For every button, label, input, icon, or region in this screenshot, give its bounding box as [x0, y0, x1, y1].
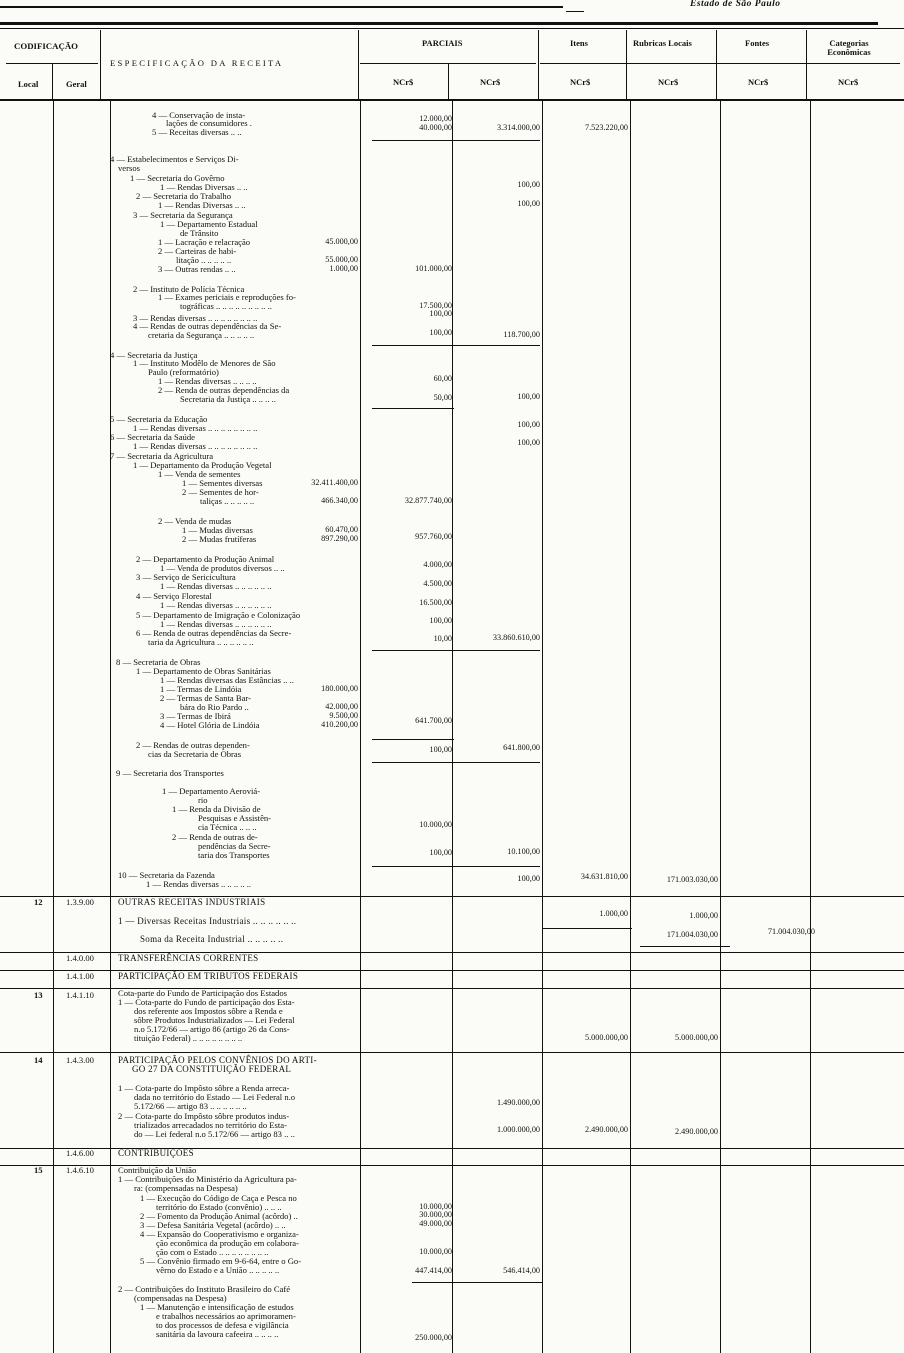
- header-geral: Geral: [66, 79, 87, 89]
- spec-line: ção com o Estado .. .. .. .. .. .. .. ..: [156, 1247, 269, 1257]
- parciais-value: 30.000,00: [419, 1210, 452, 1219]
- col-rule-spec-hdr: [358, 30, 359, 100]
- spec-line: 3 — Rendas diversas .. .. .. .. .. .. .. ..: [133, 313, 258, 323]
- spec-line: 2 — Termas de Santa Bar-: [160, 693, 251, 703]
- header-top-rule: [0, 22, 878, 25]
- section-caption: CONTRIBUIÇÕES: [118, 1148, 194, 1158]
- spec-line: e trabalhos necessários ao aprimoramen-: [156, 1311, 296, 1321]
- spec-line: 1 — Venda de sementes: [158, 469, 241, 479]
- spec-line: lações de consumidores .: [166, 118, 252, 128]
- spec-line: pendências da Secre-: [198, 841, 271, 851]
- parciais-value: 250.000,00: [415, 1333, 452, 1342]
- section-caption: GO 27 DA CONSTITUIÇÃO FEDERAL: [132, 1064, 292, 1074]
- spec-line: 9 — Secretaria dos Transportes: [116, 768, 224, 778]
- spec-line: 4 — Rendas de outras dependências da Se-: [133, 321, 282, 331]
- parciais-value: 12.000,00: [419, 114, 452, 123]
- rubricas-value: 1.000,00: [689, 911, 718, 920]
- spec-line: 2 — Venda de mudas: [158, 516, 232, 526]
- spec-line: 6 — Secretaria da Saúde: [110, 432, 195, 442]
- spec-line: taria da Agricultura .. .. .. .. .. ..: [148, 637, 254, 647]
- spec-line: Secretaria da Justiça .. .. .. ..: [180, 394, 276, 404]
- spec-line: 2 — Renda de outras dependências da: [158, 385, 290, 395]
- code-geral: 1.4.0.00: [66, 953, 94, 963]
- spec-line: 1 — Departamento Estadual: [160, 219, 258, 229]
- spec-line: 1 — Rendas Diversas .. ..: [158, 200, 246, 210]
- spec-line: 1 — Cota-parte do Impôsto sôbre a Renda arreca-: [118, 1083, 290, 1093]
- spec-line: 1 — Rendas diversas .. .. .. .. ..: [146, 879, 252, 889]
- parciais-value: 16.500,00: [419, 598, 452, 607]
- rubricas-value: 171.003.030,00: [666, 875, 718, 884]
- parciais-value: 100,00: [429, 745, 452, 754]
- inline-value: 45.000,00: [325, 237, 358, 246]
- spec-line: ra: (compensadas na Despesa): [134, 1183, 238, 1193]
- spec-line: 3 — Defesa Sanitária Vegetal (acôrdo) .. ..: [140, 1220, 286, 1230]
- spec-line: 2 — Rendas de outras dependen-: [136, 740, 250, 750]
- rule-sum-7: [372, 866, 540, 867]
- rule-sum-5: [372, 739, 454, 740]
- spec-line: sôbre Produtos Industrializados — Lei Federal: [134, 1015, 295, 1025]
- section-caption: 1 — Diversas Receitas Industriais .. .. .. .. .. ..: [118, 916, 297, 926]
- col-rule-itens-hdr: [538, 30, 539, 100]
- parciais-value: 4.500,00: [423, 579, 452, 588]
- spec-line: 2 — Fomento da Produção Animal (acôrdo) ..: [140, 1211, 298, 1221]
- itens-value: 2.490.000,00: [585, 1125, 628, 1134]
- col-rule-fontes-hdr: [716, 30, 717, 100]
- spec-line: cretaria da Segurança .. .. .. .. ..: [148, 330, 255, 340]
- spec-line: taria dos Transportes: [198, 850, 270, 860]
- rule-sum-14: [0, 1052, 904, 1053]
- spec-line: território do Estado (convênio) .. .. ..: [156, 1202, 282, 1212]
- inline-value: 9.500,00: [329, 711, 358, 720]
- rule-sum-10: [640, 946, 730, 947]
- rule-sum-4: [372, 650, 540, 651]
- parciais-value: 32.877.740,00: [404, 496, 452, 505]
- spec-line: 4 — Conservação de insta-: [152, 110, 246, 120]
- code-geral: 1.3.9.00: [66, 897, 94, 907]
- spec-line: 1 — Rendas Diversas .. ..: [160, 182, 248, 192]
- itens-value: 5.000.000,00: [585, 1033, 628, 1042]
- spec-line: 2 — Renda de outras de-: [172, 832, 258, 842]
- parciais-value: 17.500,00: [419, 301, 452, 310]
- parciais-value: 641.700,00: [415, 716, 452, 725]
- page-header: Estado de São Paulo: [690, 0, 781, 9]
- inline-value: 180.000,00: [321, 684, 358, 693]
- spec-line: 1 — Rendas diversas .. .. .. .. .. ..: [160, 581, 272, 591]
- parciais-value: 10.000,00: [419, 1202, 452, 1211]
- spec-line: dos referente aos Impostos sôbre a Renda e: [134, 1006, 283, 1016]
- parciais-total: 33.860.610,00: [492, 633, 540, 642]
- spec-line: de Trânsito: [180, 228, 219, 238]
- section-caption: Soma da Receita Industrial .. .. .. .. ..: [140, 934, 284, 944]
- spec-line: sanitária da lavoura cafeeira .. .. .. ..: [156, 1329, 279, 1339]
- col-rule-geral-hdr: [100, 30, 101, 100]
- unit-itens: NCr$: [570, 77, 591, 87]
- spec-line: 1 — Rendas diversas .. .. .. .. .. .. .. ..: [133, 423, 258, 433]
- parciais-total: 641.800,00: [503, 743, 540, 752]
- fontes-value: 71.004.030,00: [767, 927, 815, 936]
- spec-line: 1 — Contribuições do Ministério da Agricultura pa-: [118, 1174, 297, 1184]
- col-rule-rubricas-hdr: [626, 30, 627, 100]
- code-geral: 1.4.6.00: [66, 1148, 94, 1158]
- spec-line: 1 — Lacração e relacração: [158, 237, 251, 247]
- rubricas-value: 2.490.000,00: [675, 1127, 718, 1136]
- header-fontes: Fontes: [745, 38, 770, 48]
- col-rule-categorias-hdr: [806, 30, 807, 100]
- spec-line: 1 — Rendas diversas .. .. .. .. .. ..: [160, 600, 272, 610]
- spec-line: 1 — Manutenção e intensificação de estudos: [140, 1302, 294, 1312]
- parciais-total: 100,00: [517, 420, 540, 429]
- unit-parciais-1: NCr$: [393, 77, 414, 87]
- parciais-value: 50,00: [433, 393, 452, 402]
- spec-line: 1 — Execução do Código de Caça e Pesca no: [140, 1193, 297, 1203]
- spec-line: (compensadas na Despesa): [134, 1293, 227, 1303]
- spec-line: 1 — Termas de Lindóia: [160, 684, 242, 694]
- spec-line: 2 — Cota-parte do Impôsto sôbre produtos indus-: [118, 1111, 290, 1121]
- header-categorias: Categorias Econômicas: [827, 38, 871, 57]
- parciais-value: 4.000,00: [423, 560, 452, 569]
- spec-line: 7 — Secretaria da Agricultura: [110, 451, 214, 461]
- section-caption: TRANSFERÊNCIAS CORRENTES: [118, 953, 259, 963]
- spec-line: tográficas .. .. .. .. .. .. .. .. ..: [180, 301, 272, 311]
- parciais-value: 101.000,00: [415, 264, 452, 273]
- unit-fontes: NCr$: [748, 77, 769, 87]
- spec-line: 5 — Receitas diversas .. ..: [152, 127, 242, 137]
- spec-line: 1 — Departamento de Obras Sanitárias: [136, 666, 271, 676]
- spec-line: 2 — Contribuições do Instituto Brasileiro do Café: [118, 1284, 291, 1294]
- spec-line: bára do Rio Pardo ..: [180, 702, 249, 712]
- code-geral: 1.4.1.10: [66, 990, 94, 1000]
- inline-value: 42.000,00: [325, 702, 358, 711]
- section-caption: OUTRAS RECEITAS INDUSTRIAIS: [118, 897, 266, 907]
- spec-line: tituição Federal) .. .. .. .. .. .. .. ..: [134, 1033, 243, 1043]
- parciais-value: 100,00: [429, 848, 452, 857]
- rule-sum-9: [542, 928, 632, 929]
- parciais-total: 10.100,00: [507, 847, 540, 856]
- rubricas-value: 5.000.000,00: [675, 1033, 718, 1042]
- header-itens: Itens: [570, 38, 588, 48]
- parciais-value: 49.000,00: [419, 1219, 452, 1228]
- spec-line: 5 — Convênio firmado em 9-6-64, entre o Go-: [140, 1256, 302, 1266]
- spec-line: 4 — Hotel Glória de Lindóia: [160, 720, 260, 730]
- header-rubricas: Rubricas Locais: [633, 38, 692, 48]
- spec-line: 1 — Rendas diversas .. .. .. .. .. ..: [160, 619, 272, 629]
- spec-line: 3 — Serviço de Sericicultura: [136, 572, 236, 582]
- inline-value: 60.470,00: [325, 525, 358, 534]
- top-rule-tick: [566, 11, 584, 12]
- code-local: 15: [34, 1165, 43, 1175]
- spec-line: 1 — Sementes diversas: [182, 478, 263, 488]
- spec-line: 1 — Rendas diversas das Estâncias .. ..: [160, 675, 294, 685]
- parciais-total: 1.490.000,00: [497, 1098, 540, 1107]
- spec-line: 1 — Rendas diversas .. .. .. ..: [158, 376, 257, 386]
- inline-value: 410.200,00: [321, 720, 358, 729]
- spec-line: 5 — Secretaria da Educação: [110, 414, 208, 424]
- parciais-total: 100,00: [517, 438, 540, 447]
- spec-line: 2 — Secretaria do Trabalho: [136, 191, 231, 201]
- spec-line: 6 — Renda de outras dependências da Secre-: [136, 628, 292, 638]
- spec-line: n.o 5.172/66 — artigo 86 (artigo 26 da Cons-: [134, 1024, 290, 1034]
- parciais-total: 100,00: [517, 392, 540, 401]
- spec-line: 2 — Departamento da Produção Animal: [136, 554, 275, 564]
- spec-line: litação .. .. .. .. ..: [176, 255, 232, 265]
- code-local: 12: [34, 897, 43, 907]
- parciais-value: 60,00: [433, 374, 452, 383]
- parciais-value: 100,00: [429, 309, 452, 318]
- code-local: 13: [34, 990, 43, 1000]
- spec-line: 5 — Departamento de Imigração e Colonização: [136, 610, 301, 620]
- spec-line: 1 — Secretaria do Govêrno: [130, 173, 225, 183]
- unit-rubricas: NCr$: [658, 77, 679, 87]
- spec-line: vêrno do Estado e a União .. .. .. .. ..: [156, 1265, 280, 1275]
- parciais-value: 100,00: [429, 328, 452, 337]
- spec-line: 2 — Sementes de hor-: [182, 487, 259, 497]
- unit-top-rule: [540, 63, 900, 64]
- inline-value: 1.000,00: [329, 264, 358, 273]
- parciais-total: 100,00: [517, 180, 540, 189]
- spec-line: ção econômica da produção em colabora-: [156, 1238, 299, 1248]
- parciais-value: 40.000,00: [419, 123, 452, 132]
- parciais-value: 10.000,00: [419, 1247, 452, 1256]
- header-especificacao: ESPECIFICAÇÃO DA RECEITA: [110, 58, 284, 68]
- section-caption: PARTICIPAÇÃO PELOS CONVÊNIOS DO ARTI-: [118, 1055, 317, 1065]
- rule-sum-17: [412, 1282, 542, 1283]
- parciais-total: 546.414,00: [503, 1266, 540, 1275]
- spec-line: trializados arrecadados no território do Esta-: [134, 1120, 287, 1130]
- spec-line: 1 — Departamento Aeroviá-: [162, 786, 261, 796]
- code-geral: 1.4.6.10: [66, 1165, 94, 1175]
- unit-categorias: NCr$: [838, 77, 859, 87]
- itens-value: 7.523.220,00: [585, 123, 628, 132]
- section-caption: PARTICIPAÇÃO EM TRIBUTOS FEDERAIS: [118, 971, 299, 981]
- top-rule-left: [0, 6, 563, 8]
- parciais-total: 100,00: [517, 874, 540, 883]
- spec-line: 2 — Carteiras de habi-: [158, 246, 237, 256]
- spec-line: Pesquisas e Assistên-: [198, 813, 272, 823]
- parciais-value: 957.760,00: [415, 532, 452, 541]
- header-parciais: PARCIAIS: [422, 38, 463, 48]
- spec-line: 1 — Cota-parte do Fundo de participação dos Esta-: [118, 997, 295, 1007]
- spec-line: cia Técnica .. .. ..: [198, 822, 257, 832]
- code-local: 14: [34, 1055, 43, 1065]
- spec-line: Cota-parte do Fundo de Participação dos Estados: [118, 988, 287, 998]
- spec-line: 4 — Serviço Florestal: [136, 591, 212, 601]
- spec-line: 4 — Expansão do Cooperativismo e organiza-: [140, 1229, 299, 1239]
- spec-line: 1 — Instituto Modêlo de Menores de São: [133, 358, 276, 368]
- parciais-total: 100,00: [517, 199, 540, 208]
- col-rule-local: [52, 64, 53, 100]
- parciais-value: 10,00: [433, 634, 452, 643]
- spec-line: do — Lei federal n.o 5.172/66 — artigo 83 .. ..: [134, 1129, 295, 1139]
- parciais-total: 1.000.000,00: [497, 1125, 540, 1134]
- spec-line: 4 — Estabelecimentos e Serviços Di-: [110, 154, 239, 164]
- spec-line: 2 — Instituto de Polícia Técnica: [133, 284, 245, 294]
- header-local: Local: [18, 79, 39, 89]
- spec-line: Contribuição da União: [118, 1165, 197, 1175]
- spec-line: to dos processos de defesa e vigilância: [156, 1320, 289, 1330]
- spec-line: 4 — Secretaria da Justiça: [110, 350, 198, 360]
- header-codificacao: CODIFICAÇÃO: [14, 41, 79, 51]
- spec-line: dada no território do Estado — Lei Federal n.o: [134, 1092, 296, 1102]
- rule-sum-3: [372, 408, 454, 409]
- spec-line: 1 — Rendas diversas .. .. .. .. .. .. .. ..: [133, 441, 258, 451]
- spec-line: 5.172/66 — artigo 83 .. .. .. .. .. ..: [134, 1101, 247, 1111]
- unit-parciais-2: NCr$: [480, 77, 501, 87]
- inline-value: 897.290,00: [321, 534, 358, 543]
- spec-line: 1 — Venda de produtos diversos .. ..: [160, 563, 285, 573]
- spec-line: 10 — Secretaria da Fazenda: [118, 870, 215, 880]
- parciais-total: 118.700,00: [503, 330, 540, 339]
- spec-line: rio: [198, 795, 208, 805]
- header-top-rule-2: [0, 28, 904, 29]
- parciais-value: 447.414,00: [415, 1266, 452, 1275]
- spec-line: 3 — Outras rendas .. ..: [158, 264, 236, 274]
- code-geral: 1.4.1.00: [66, 971, 94, 981]
- spec-line: 1 — Departamento da Produção Vegetal: [133, 460, 272, 470]
- spec-line: 3 — Termas de Ibirá: [160, 711, 231, 721]
- inline-value: 55.000,00: [325, 255, 358, 264]
- spec-line: 3 — Secretaria da Segurança: [133, 210, 233, 220]
- spec-line: Paulo (reformatório): [148, 367, 219, 377]
- parciais-value: 10.000,00: [419, 820, 452, 829]
- spec-line: taliças .. .. .. .. ..: [200, 496, 255, 506]
- parciais-value: 100,00: [429, 616, 452, 625]
- inline-value: 32.411.400,00: [311, 478, 358, 487]
- col-rule-parciais-hdr: [448, 64, 449, 100]
- spec-line: cias da Secretaria de Obras: [148, 749, 242, 759]
- rubricas-value: 171.004.030,00: [666, 930, 718, 939]
- spec-line: 1 — Mudas diversas: [182, 525, 253, 535]
- spec-line: 2 — Mudas frutíferas: [182, 534, 257, 544]
- spec-line: versos: [118, 163, 140, 173]
- itens-value: 34.631.810,00: [580, 872, 628, 881]
- rule-sum-6: [372, 762, 540, 763]
- itens-value: 1.000,00: [599, 909, 628, 918]
- parciais-total: 3.314.000,00: [497, 123, 540, 132]
- spec-line: 1 — Exames periciais e reproduções fo-: [158, 292, 296, 302]
- rule-sum-2: [372, 345, 540, 346]
- inline-value: 466.340,00: [321, 496, 358, 505]
- spec-line: 8 — Secretaria de Obras: [116, 657, 201, 667]
- code-geral: 1.4.3.00: [66, 1055, 94, 1065]
- spec-line: 1 — Renda da Divisão de: [172, 804, 261, 814]
- rule-sum-1: [372, 140, 540, 141]
